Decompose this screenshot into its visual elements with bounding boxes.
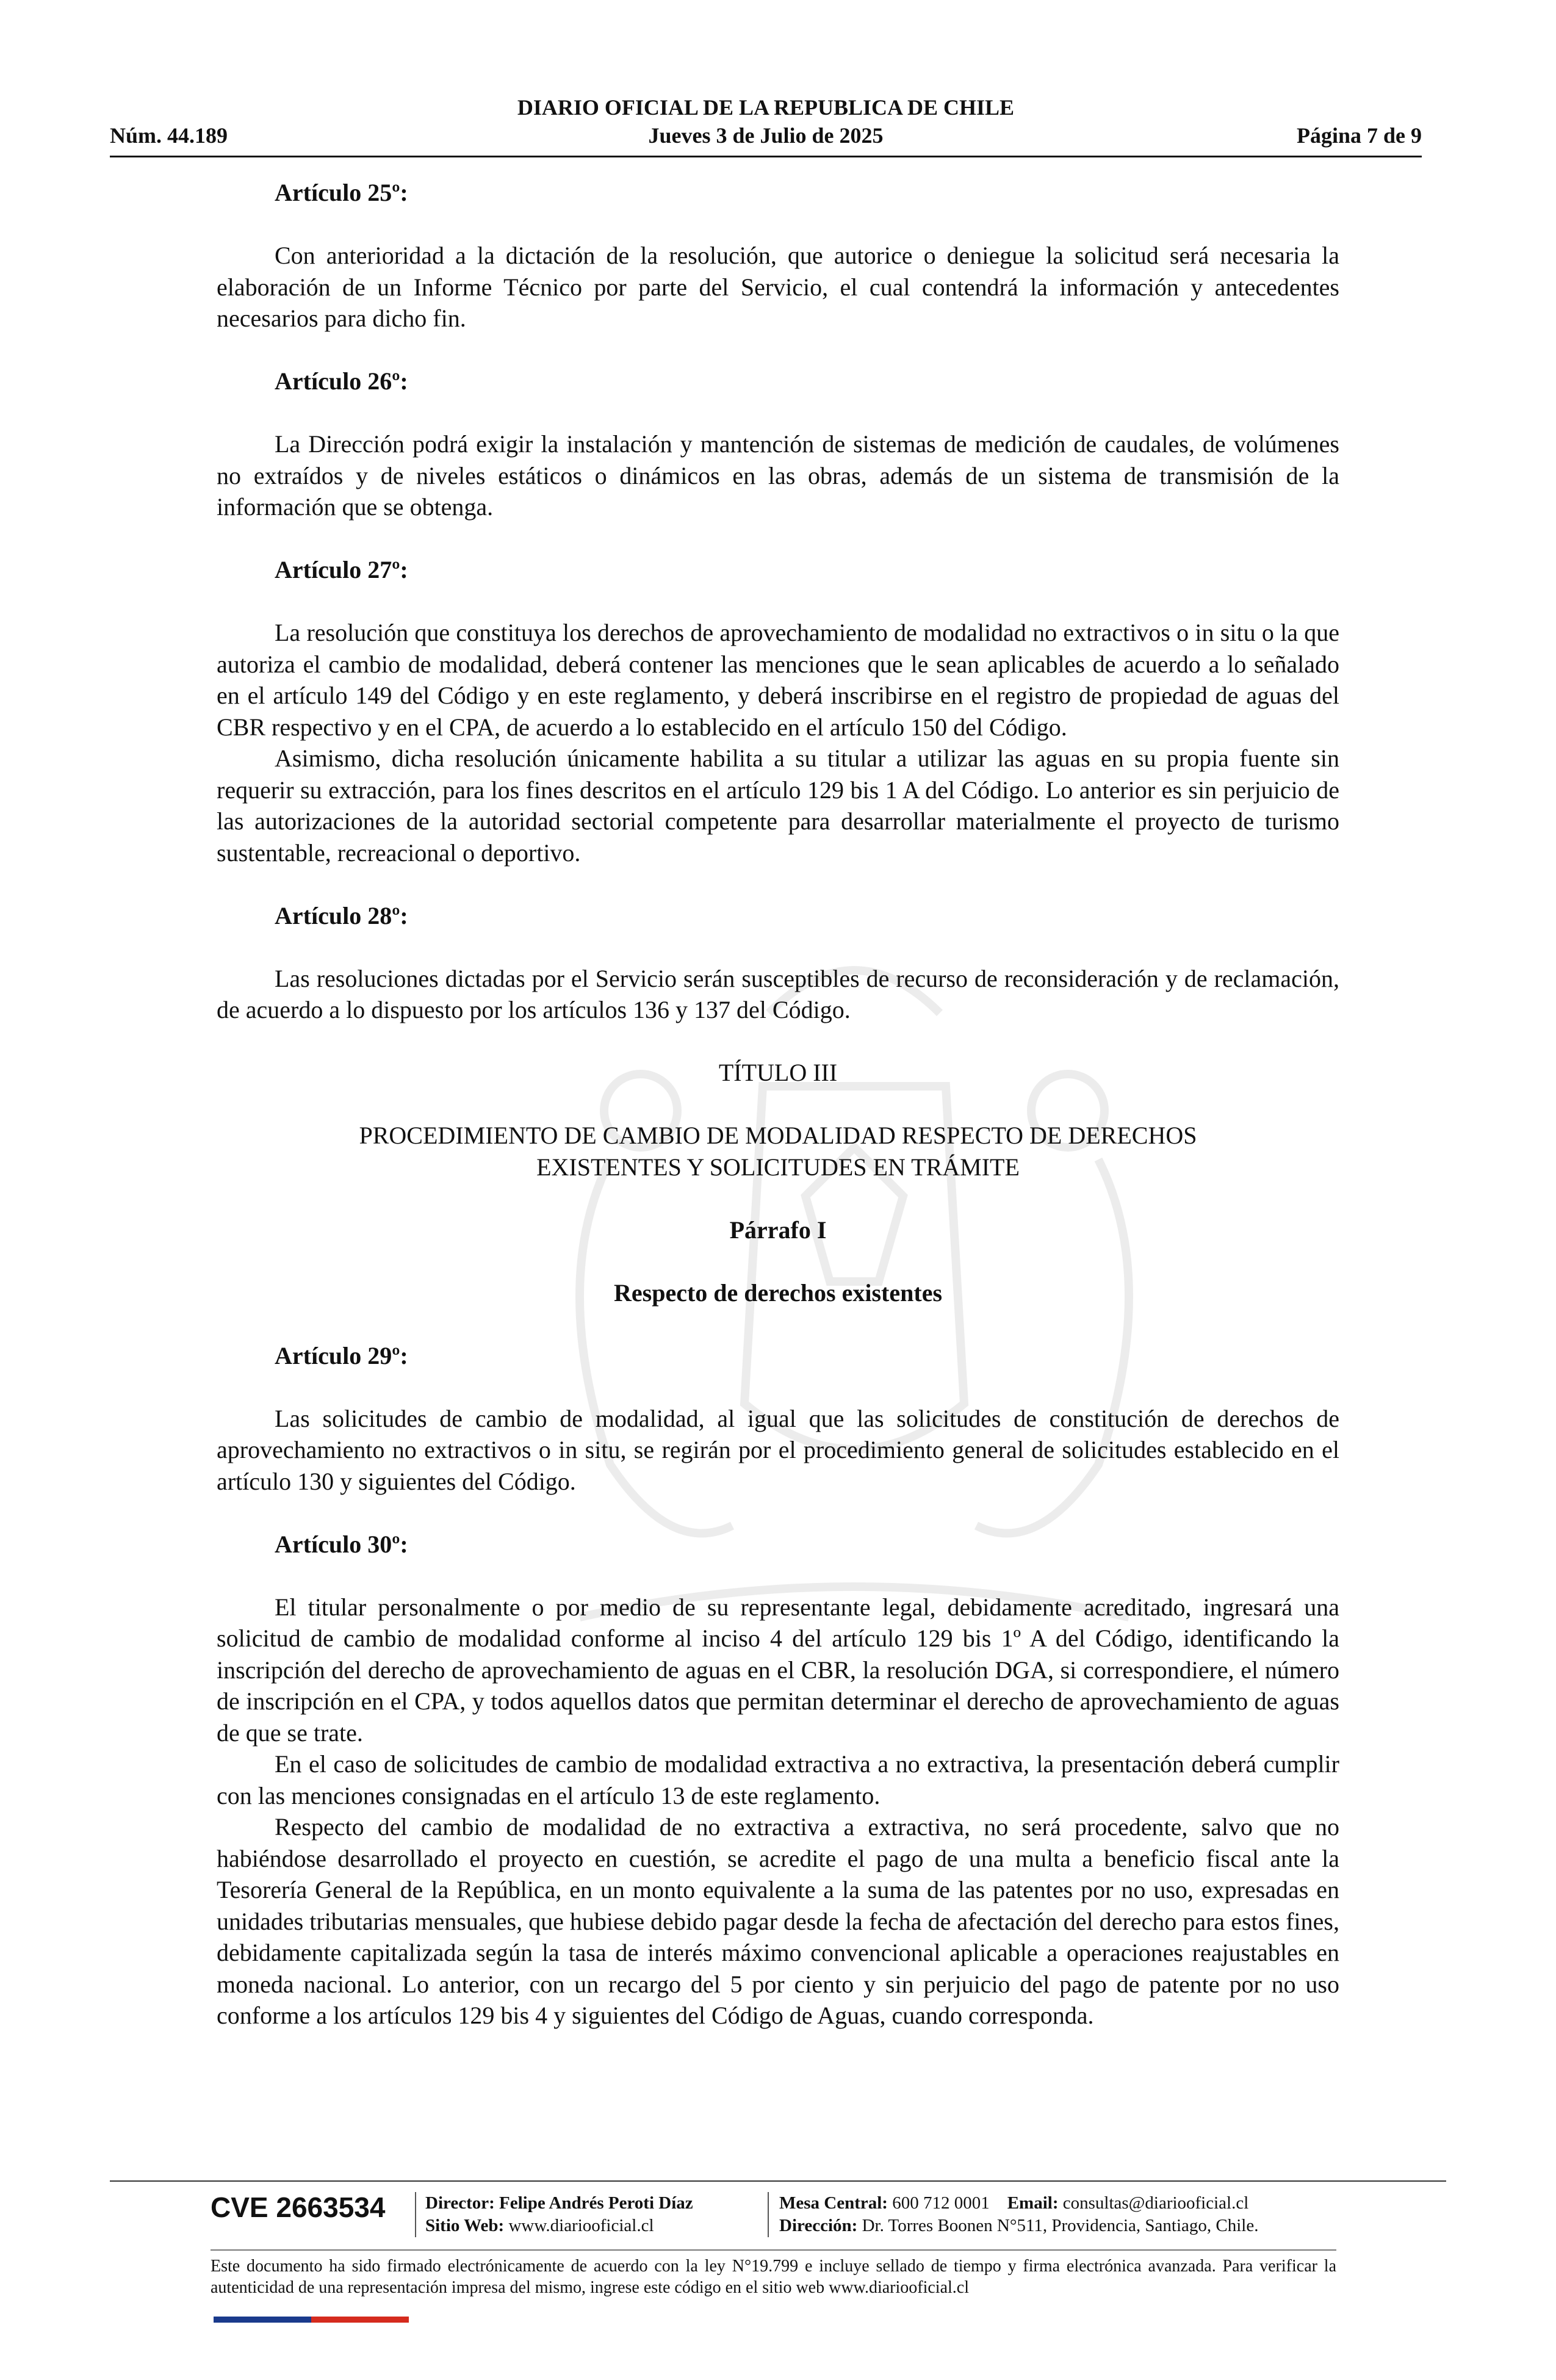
article-28-heading: Artículo 28º: <box>275 901 408 929</box>
newspaper-title: DIARIO OFICIAL DE LA REPUBLICA DE CHILE <box>517 95 1015 120</box>
issue-date: Jueves 3 de Julio de 2025 <box>648 123 884 148</box>
footer-separator <box>415 2192 416 2237</box>
title-heading: TÍTULO III <box>718 1059 838 1086</box>
flag-stripe-blue <box>214 2317 311 2323</box>
mesa-value: 600 712 0001 <box>892 2193 990 2213</box>
article-30-paragraph-2: En el caso de solicitudes de cambio de modalidad extractiva a no extractiva, la presentación deberá cumplir con las menciones consignadas en el artículo 13 de este reglamento. <box>217 1750 1339 1809</box>
director-value: Felipe Andrés Peroti Díaz <box>499 2193 693 2213</box>
footer-contact-column <box>779 2192 1258 2237</box>
page-number: Página 7 de 9 <box>1296 123 1422 148</box>
title-name-line-1: PROCEDIMIENTO DE CAMBIO DE MODALIDAD RESPECTO DE DERECHOS <box>359 1122 1197 1149</box>
footer-separator <box>768 2192 769 2237</box>
article-29-heading: Artículo 29º: <box>275 1341 408 1369</box>
legal-notice: Este documento ha sido firmado electrónicamente de acuerdo con la ley N°19.799 e incluye sellado de tiempo y firma electrónica avanzada. Para verificar la autenticidad de una representación impresa del mismo, ingrese este código en el sitio web www.diariooficial.cl <box>211 2257 1336 2297</box>
article-25-paragraph: Con anterioridad a la dictación de la resolución, que autorice o deniegue la solicitud será necesaria la elaboración de un Informe Técnico por parte del Servicio, el cual contendrá la información y antecedentes necesarios para dicho fin. <box>217 242 1339 332</box>
footer-divider-2 <box>211 2249 1336 2251</box>
paragraph-subheading: Respecto de derechos existentes <box>613 1278 943 1307</box>
header-divider <box>110 156 1422 157</box>
site-label: Sitio Web: <box>425 2216 505 2235</box>
article-30-paragraph-3: Respecto del cambio de modalidad de no extractiva a extractiva, no será procedente, salvo que no habiéndose desarrollado el proyecto en cuestión, se acredite el pago de una multa a beneficio fiscal ante la Tesorería General de la República, en un monto equivalente a la suma de las patentes por no uso, expresadas en unidades tributarias mensuales, que hubiese debido pagar desde la fecha de afectación del derecho para estos fines, debidamente capitalizada según la tasa de interés máximo convencional aplicable a operaciones reajustables en moneda nacional. Lo anterior, con un recargo del 5 por ciento y sin perjuicio del pago de patente por no uso conforme a los artículos 129 bis 4 y siguientes del Código de Aguas, cuando corresponda. <box>217 1813 1339 2029</box>
paragraph-heading: Párrafo I <box>729 1216 827 1244</box>
article-27-heading: Artículo 27º: <box>275 556 408 583</box>
page-header <box>110 95 1422 156</box>
article-30-paragraph-1: El titular personalmente o por medio de su representante legal, debidamente acreditado, ingresará una solicitud de cambio de modalidad conforme al inciso 4 del artículo 129 bis 1º A del Código, identificando la inscripción del derecho de aprovechamiento de aguas en el CBR, la resolución DGA, si correspondiere, el número de inscripción en el CPA, y todos aquellos datos que permitan determinar el derecho de aprovechamiento de aguas de que se trate. <box>217 1593 1339 1747</box>
footer-divider <box>110 2180 1446 2182</box>
email-label: Email: <box>1007 2193 1059 2213</box>
cve-code: CVE 2663534 <box>211 2191 386 2223</box>
email-link[interactable]: consultas@diariooficial.cl <box>1062 2193 1249 2213</box>
mesa-label: Mesa Central: <box>779 2193 888 2213</box>
article-28-paragraph: Las resoluciones dictadas por el Servicio serán susceptibles de recurso de reconsideración y de reclamación, de acuerdo a lo dispuesto por los artículos 136 y 137 del Código. <box>217 964 1339 1023</box>
document-body <box>217 177 1339 2032</box>
director-label: Director: <box>425 2193 495 2213</box>
flag-stripe-red <box>311 2317 409 2323</box>
article-27-paragraph-2: Asimismo, dicha resolución únicamente habilita a su titular a utilizar las aguas en su propia fuente sin requerir su extracción, para los fines descritos en el artículo 129 bis 1 A del Código. Lo anterior es sin perjuicio de las autorizaciones de la autoridad sectorial competente para desarrollar materialmente el proyecto de turismo sustentable, recreacional o deportivo. <box>217 745 1339 867</box>
article-30-heading: Artículo 30º: <box>275 1530 408 1558</box>
article-29-paragraph: Las solicitudes de cambio de modalidad, al igual que las solicitudes de constitución de derechos de aprovechamiento no extractivos o in situ, se regirán por el procedimiento general de solicitudes establecido en el artículo 130 y siguientes del Código. <box>217 1404 1339 1495</box>
article-25-heading: Artículo 25º: <box>275 179 408 206</box>
address-label: Dirección: <box>779 2216 858 2235</box>
article-26-paragraph: La Dirección podrá exigir la instalación y mantención de sistemas de medición de caudales, de volúmenes no extraídos y de niveles estáticos o dinámicos en las obras, además de un sistema de transmisión de la información que se obtenga. <box>217 430 1339 521</box>
footer-director-column <box>425 2192 693 2237</box>
title-name-line-2: EXISTENTES Y SOLICITUDES EN TRÁMITE <box>536 1153 1020 1181</box>
address-value: Dr. Torres Boonen N°511, Providencia, Santiago, Chile. <box>862 2216 1259 2235</box>
issue-number: Núm. 44.189 <box>110 123 228 148</box>
site-link[interactable]: www.diariooficial.cl <box>508 2216 654 2235</box>
article-26-heading: Artículo 26º: <box>275 367 408 395</box>
article-27-paragraph-1: La resolución que constituya los derechos de aprovechamiento de modalidad no extractivos o in situ o la que autoriza el cambio de modalidad, deberá contener las menciones que le sean aplicables de acuerdo a lo señalado en el artículo 149 del Código y en este reglamento, y deberá inscribirse en el registro de propiedad de aguas del CBR respectivo y en el CPA, de acuerdo a lo establecido en el artículo 150 del Código. <box>217 619 1339 741</box>
